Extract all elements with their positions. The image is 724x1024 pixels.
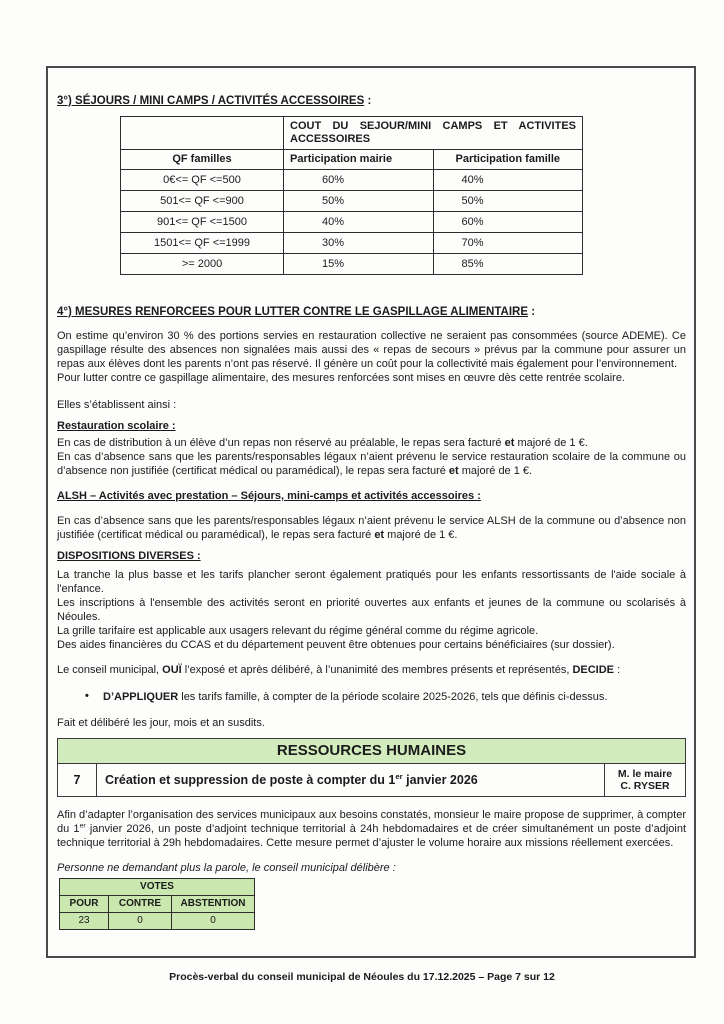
votes-value-pour: 23 [60, 913, 109, 930]
votes-value-contre: 0 [109, 913, 172, 930]
qf-cell: 70% [433, 233, 583, 254]
item-rapporteur [605, 764, 685, 796]
item-number: 7 [58, 764, 97, 796]
subsection-heading-dispositions: DISPOSITIONS DIVERSES : [57, 550, 201, 562]
qf-cell: 30% [284, 233, 434, 254]
paragraph-etablissent: Elles s’établissent ainsi : [57, 399, 177, 411]
table-row [121, 233, 583, 254]
qf-merged-header: COUT DU SEJOUR/MINI CAMPS ET ACTIVITES ACCESSOIRES [284, 117, 583, 150]
qf-col-header: Participation famille [433, 150, 583, 170]
page-footer: Procès-verbal du conseil municipal de Néoules du 17.12.2025 – Page 7 sur 12 [169, 971, 555, 983]
qf-cell: 50% [433, 191, 583, 212]
qf-tariff-table [120, 116, 583, 275]
qf-cell: 1501<= QF <=1999 [121, 233, 284, 254]
item-title [97, 764, 605, 796]
paragraph-fait-delibere: Fait et délibéré les jour, mois et an susdits. [57, 717, 265, 729]
item-title-text: Création et suppression de poste à compter du 1er janvier 2026 [105, 771, 478, 787]
table-row [121, 212, 583, 233]
table-row [60, 896, 255, 913]
table-row [121, 254, 583, 275]
paragraph-tranche: La tranche la plus basse et les tarifs plancher seront également pratiqués pour les enfants ressortissants de l'aide sociale à l'enfance. [57, 569, 686, 595]
table-row [121, 150, 583, 170]
section4-heading [57, 305, 686, 319]
bullet-item-appliquer: • D’APPLIQUER les tarifs famille, à compter de la période scolaire 2025-2026, tels que définis ci-dessus. [57, 690, 686, 704]
subsection-heading-alsh: ALSH – Activités avec prestation – Séjours, mini-camps et activités accessoires : [57, 490, 481, 502]
votes-value-abstention: 0 [172, 913, 255, 930]
votes-header-pour: POUR [60, 896, 109, 913]
page-frame [46, 66, 696, 958]
table-row [60, 879, 255, 896]
qf-cell: >= 2000 [121, 254, 284, 275]
qf-cell: 50% [284, 191, 434, 212]
paragraph-absence-alsh: En cas d’absence sans que les parents/responsables légaux n’aient prévenu le service ALSH de la commune ou d’absence non justifiée (certificat médical ou paramédical), le repas sera facturé et majoré de 1 €. [57, 515, 686, 541]
votes-title-cell: VOTES [60, 879, 255, 896]
paragraph-distribution: En cas de distribution à un élève d’un repas non réservé au préalable, le repas sera facturé et majoré de 1 €. [57, 437, 588, 449]
section4-heading-colon: : [528, 306, 536, 318]
qf-col-header: Participation mairie [284, 150, 434, 170]
paragraph-adapter: Afin d’adapter l’organisation des services municipaux aux besoins constatés, monsieur le maire propose de supprimer, à compter du 1er janvier 2026, un poste d’adjoint technique territorial à 24h hebdomadaires et de créer simultanément un poste d’adjoint technique territorial à 29h hebdomadaires. Cette mesure permet d’ajuster le volume horaire aux missions réellement exercées. [57, 809, 686, 849]
ressources-humaines-title: RESSOURCES HUMAINES [276, 742, 467, 759]
paragraph-conseil-decide: Le conseil municipal, OUÏ l’exposé et après délibéré, à l’unanimité des membres présents et représentés, DECIDE : [57, 664, 621, 676]
paragraph-absence-restauration: En cas d’absence sans que les parents/responsables légaux n’aient prévenu le service restauration scolaire de la commune ou d’absence non justifiée (certificat médical ou paramédical), le repas sera facturé et majoré de 1 €. [57, 451, 686, 477]
qf-cell: 15% [284, 254, 434, 275]
qf-cell: 40% [284, 212, 434, 233]
qf-cell: 501<= QF <=900 [121, 191, 284, 212]
paragraph-aides: Des aides financières du CCAS et du département peuvent être obtenues pour certains bénéficiaires (sur dossier). [57, 639, 615, 651]
paragraph-lutter: Pour lutter contre ce gaspillage alimentaire, des mesures renforcées sont mises en œuvre dès cette rentrée scolaire. [57, 372, 625, 384]
qf-cell: 0€<= QF <=500 [121, 170, 284, 191]
section3-heading-text: 3°) SÉJOURS / MINI CAMPS / ACTIVITÉS ACCESSOIRES [57, 95, 365, 107]
table-row [121, 117, 583, 150]
section4-heading-text: 4°) MESURES RENFORCEES POUR LUTTER CONTRE LE GASPILLAGE ALIMENTAIRE [57, 306, 529, 318]
qf-cell: 85% [433, 254, 583, 275]
rapporteur-name: C. RYSER [620, 780, 670, 792]
votes-header-contre: CONTRE [109, 896, 172, 913]
votes-table [59, 878, 255, 930]
qf-empty-cell [121, 117, 284, 150]
agenda-item-row [57, 764, 686, 797]
paragraph-inscriptions: Les inscriptions à l'ensemble des activités seront en priorité ouvertes aux enfants et jeunes de la commune ou scolarisés à Néoules. [57, 597, 686, 623]
qf-col-header: QF familles [121, 150, 284, 170]
qf-cell: 60% [433, 212, 583, 233]
qf-cell: 40% [433, 170, 583, 191]
section3-heading [57, 94, 686, 108]
rapporteur-role: M. le maire [617, 768, 673, 780]
section3-heading-colon: : [364, 95, 372, 107]
paragraph-gaspillage: On estime qu’environ 30 % des portions servies en restauration collective ne seraient pas consommées (source ADEME). Ce gaspillage résulte des absences non signalées mais aussi des « repas de secours » prévus par la commune pour assurer un repas aux élèves dont les parents n’ont pas réservé. Il génère un coût pour la collectivité mais également pour l’environnement. [57, 330, 686, 370]
paragraph-personne-parole: Personne ne demandant plus la parole, le conseil municipal délibère : [57, 862, 396, 874]
paragraph-grille: La grille tarifaire est applicable aux usagers relevant du régime général comme du régime agricole. [57, 625, 539, 637]
subsection-heading-restauration: Restauration scolaire : [57, 420, 176, 432]
qf-cell: 901<= QF <=1500 [121, 212, 284, 233]
table-row [60, 913, 255, 930]
ressources-humaines-band [57, 738, 686, 764]
qf-cell: 60% [284, 170, 434, 191]
table-row [121, 191, 583, 212]
table-row [121, 170, 583, 191]
votes-header-abstention: ABSTENTION [172, 896, 255, 913]
